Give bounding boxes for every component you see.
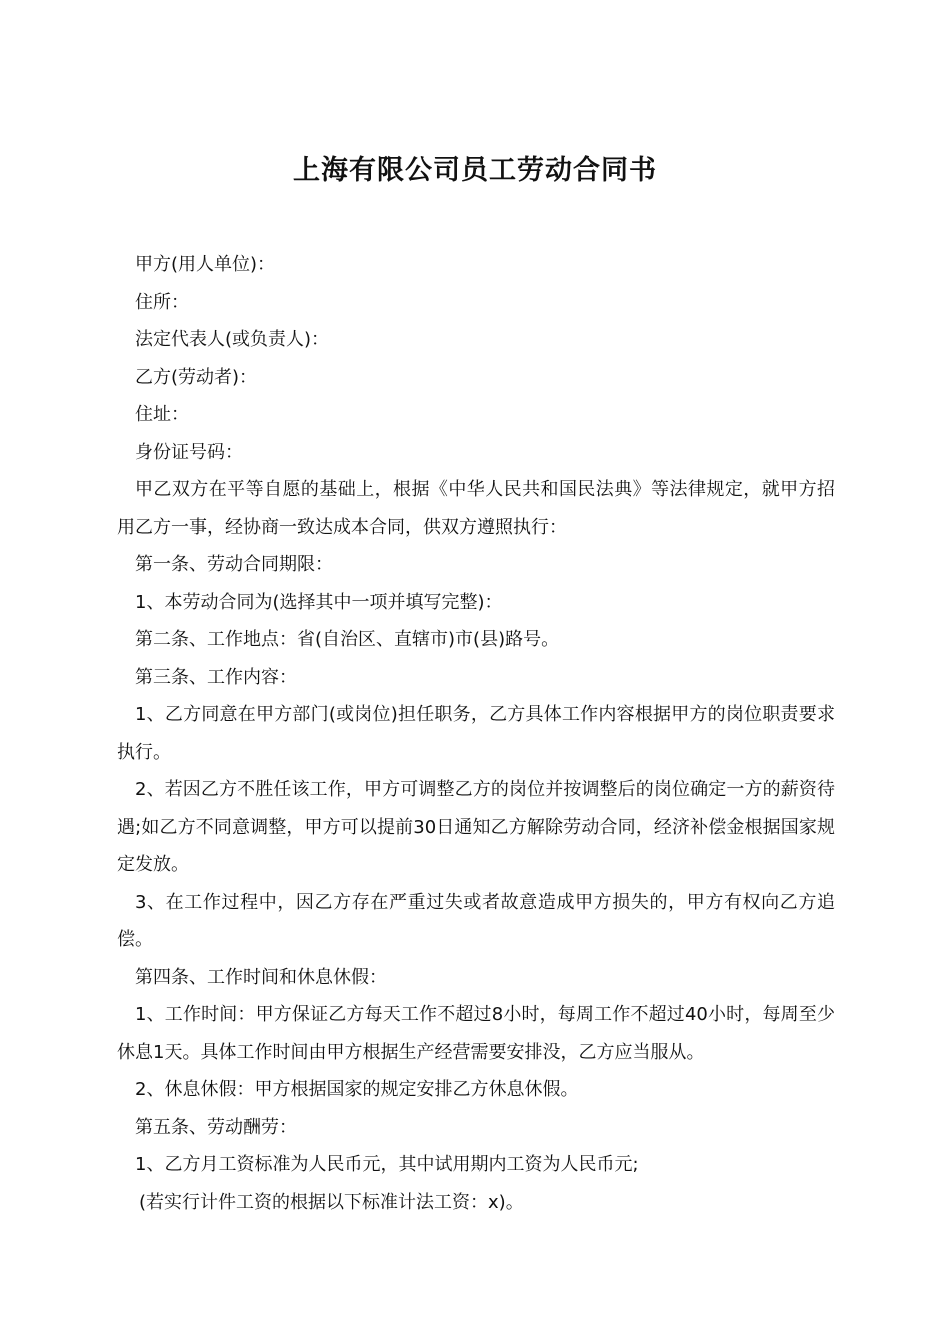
article-5-heading: 第五条、劳动酬劳： xyxy=(135,1116,297,1138)
article-3-item-3: 3、在工作过程中，因乙方存在严重过失或者故意造成甲方损失的，甲方有权向乙方追偿。 xyxy=(117,891,835,950)
article-4-heading: 第四条、工作时间和休息休假： xyxy=(135,966,387,988)
preamble-paragraph: 甲乙双方在平等自愿的基础上，根据《中华人民共和国民法典》等法律规定，就甲方招用乙方一事，经协商一致达成本合同，供双方遵照执行： xyxy=(117,479,835,538)
article-5-piecework-note: (若实行计件工资的根据以下标准计法工资：x)。 xyxy=(139,1191,524,1213)
article-1-item-1: 1、本劳动合同为(选择其中一项并填写完整)： xyxy=(135,591,503,613)
party-b-address-line: 住址： xyxy=(135,404,189,425)
party-a-employer-line: 甲方(用人单位)： xyxy=(135,254,276,275)
party-a-address-line: 住所： xyxy=(135,291,189,313)
article-3-item-1: 1、乙方同意在甲方部门(或岗位)担任职务，乙方具体工作内容根据甲方的岗位职责要求执行。 xyxy=(117,704,835,763)
article-1-heading: 第一条、劳动合同期限： xyxy=(135,554,333,575)
party-b-worker-line: 乙方(劳动者)： xyxy=(135,366,258,388)
article-4-item-1: 1、工作时间：甲方保证乙方每天工作不超过8小时，每周工作不超过40小时，每周至少休息1天。具体工作时间由甲方根据生产经营需要安排没，乙方应当服从。 xyxy=(117,1004,835,1063)
document-body xyxy=(117,246,835,1221)
article-3-item-2: 2、若因乙方不胜任该工作，甲方可调整乙方的岗位并按调整后的岗位确定一方的薪资待遇;如乙方不同意调整，甲方可以提前30日通知乙方解除劳动合同，经济补偿金根据国家规定发放。 xyxy=(117,779,835,875)
legal-representative-line: 法定代表人(或负责人)： xyxy=(135,329,330,350)
article-2-heading: 第二条、工作地点：省(自治区、直辖市)市(县)路号。 xyxy=(135,629,560,650)
article-3-heading: 第三条、工作内容： xyxy=(135,666,297,688)
document-title: 上海有限公司员工劳动合同书 xyxy=(293,155,657,187)
id-number-line: 身份证号码： xyxy=(135,441,243,463)
article-4-item-2: 2、休息休假：甲方根据国家的规定安排乙方休息休假。 xyxy=(135,1079,579,1100)
article-5-item-1: 1、乙方月工资标准为人民币元，其中试用期内工资为人民币元; xyxy=(135,1154,639,1175)
